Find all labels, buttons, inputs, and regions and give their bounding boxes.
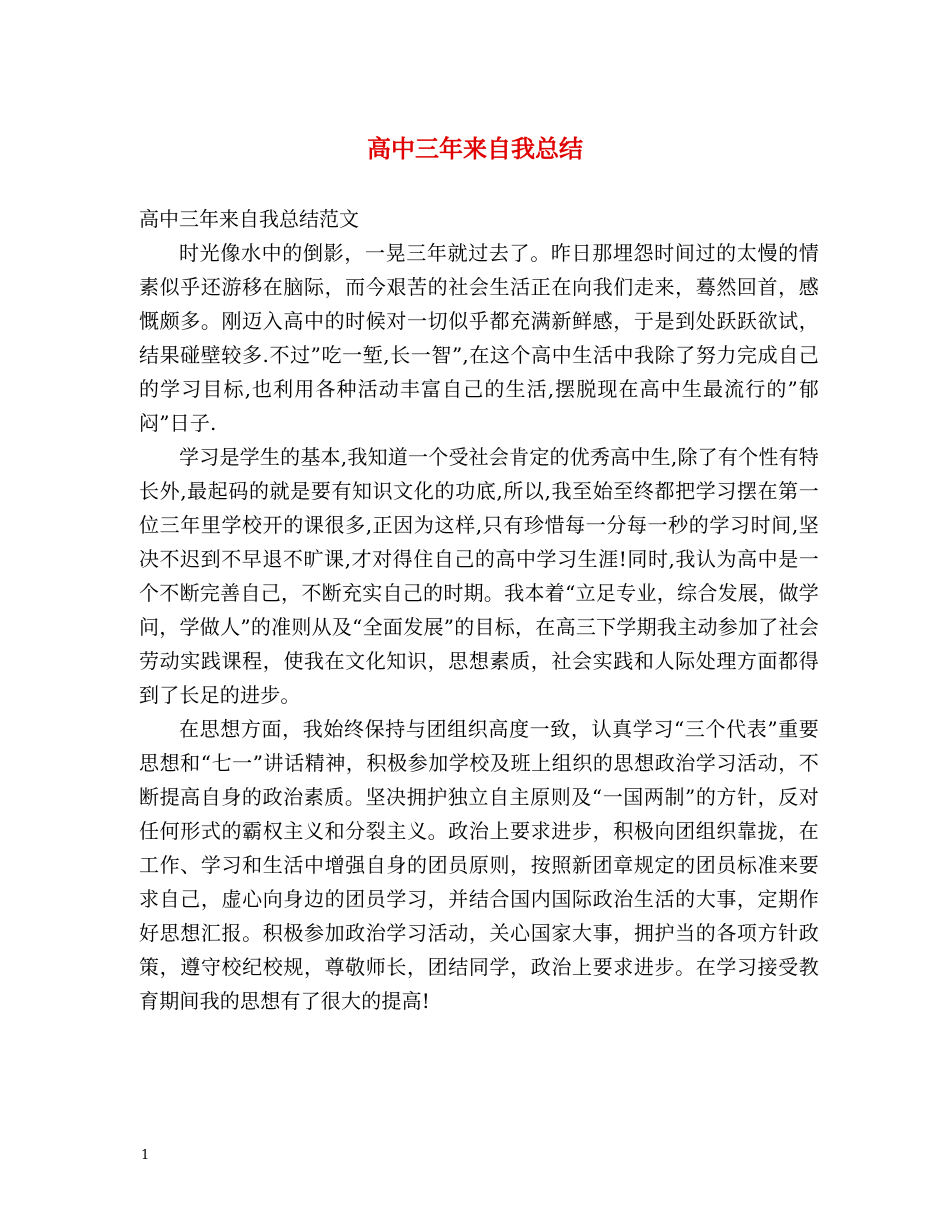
- paragraph-2: 学习是学生的基本,我知道一个受社会肯定的优秀高中生,除了有个性有特长外,最起码的就是要有知识文化的功底,所以,我至始至终都把学习摆在第一位三年里学校开的课很多,正因为这样,只有珍惜每一分每一秒的学习时间,坚决不迟到不早退不旷课,才对得住自己的高中学习生涯!同时,我认为高中是一个不断完善自己，不断充实自己的时期。我本着“立足专业，综合发展，做学问，学做人”的准则从及“全面发展”的目标，在高三下学期我主动参加了社会劳动实践课程，使我在文化知识，思想素质，社会实践和人际处理方面都得到了长足的进步。: [139, 445, 819, 707]
- paragraph-1: 时光像水中的倒影，一晃三年就过去了。昨日那埋怨时间过的太慢的情素似乎还游移在脑际，而今艰苦的社会生活正在向我们走来，蓦然回首，感慨颇多。刚迈入高中的时候对一切似乎都充满新鲜感，于是到处跃跃欲试，结果碰壁较多.不过”吃一堑,长一智”,在这个高中生活中我除了努力完成自己的学习目标,也利用各种活动丰富自己的生活,摆脱现在高中生最流行的”郁闷”日子.: [139, 241, 819, 435]
- document-body: [139, 202, 819, 1018]
- page-number: 1: [141, 1148, 150, 1163]
- document-title: 高中三年来自我总结: [367, 134, 583, 163]
- document-subtitle: 高中三年来自我总结范文: [139, 207, 359, 231]
- paragraph-3: 在思想方面，我始终保持与团组织高度一致，认真学习“三个代表”重要思想和“七一”讲话精神，积极参加学校及班上组织的思想政治学习活动，不断提高自身的政治素质。坚决拥护独立自主原则及“一国两制”的方针，反对任何形式的霸权主义和分裂主义。政治上要求进步，积极向团组织靠拢，在工作、学习和生活中增强自身的团员原则，按照新团章规定的团员标准来要求自己，虚心向身边的团员学习，并结合国内国际政治生活的大事，定期作好思想汇报。积极参加政治学习活动，关心国家大事，拥护当的各项方针政策，遵守校纪校规，尊敬师长，团结同学，政治上要求进步。在学习接受教育期间我的思想有了很大的提高!: [139, 717, 819, 1013]
